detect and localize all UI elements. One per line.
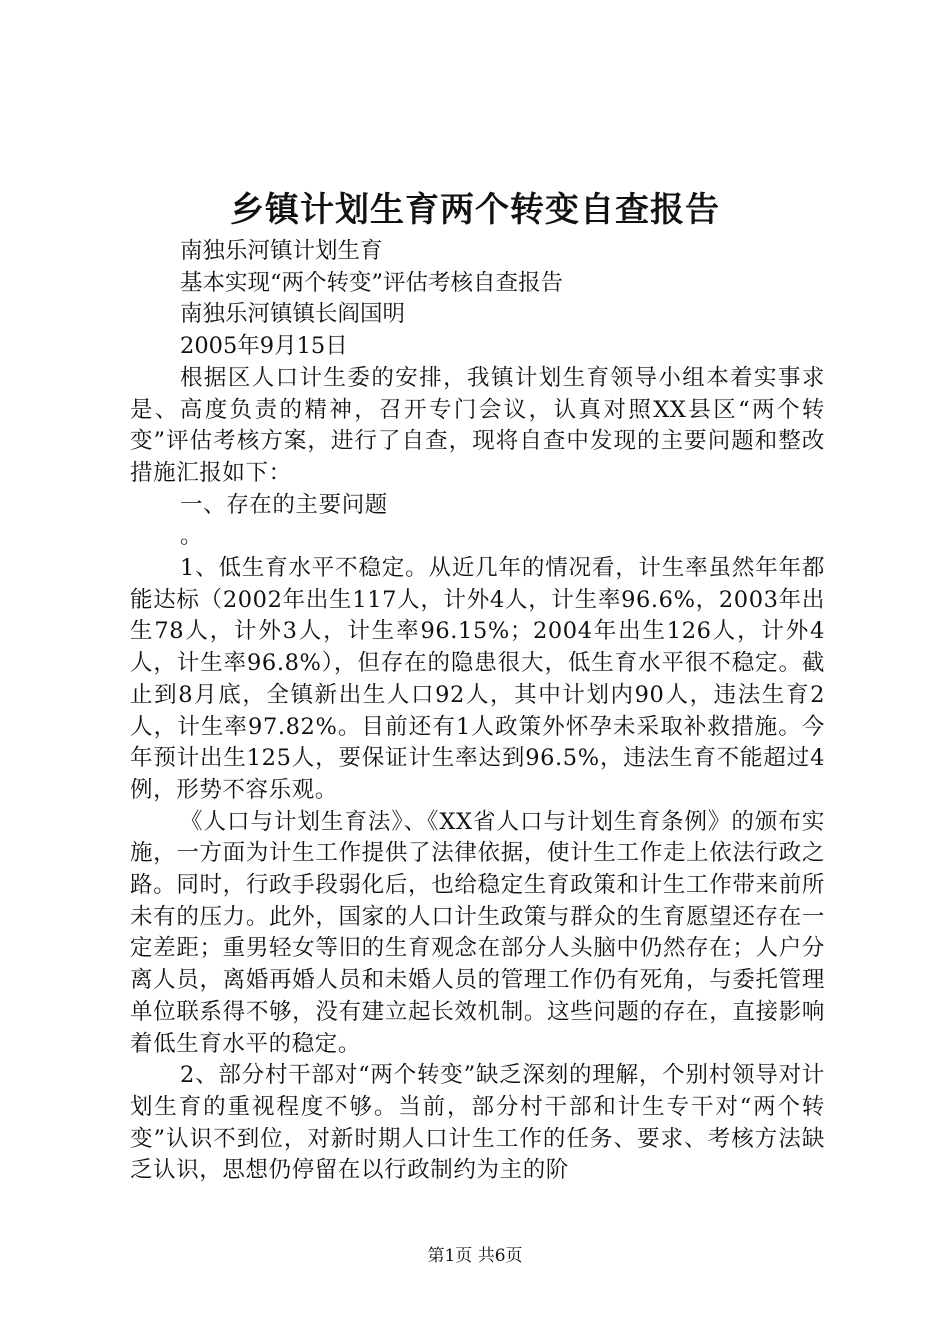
header-line-town: 南独乐河镇计划生育 [180,238,383,264]
document-title: 乡镇计划生育两个转变自查报告 [230,190,720,230]
document-body [130,236,825,1187]
header-line-subject: 基本实现“两个转变”评估考核自查报告 [180,269,564,296]
header-line-author: 南独乐河镇镇长阎国明 [180,301,406,328]
paragraph-laws: 《人口与计划生育法》、《XX省人口与计划生育条例》的颁布实施，一方面为计生工作提供了法律依据，使计生工作走上依法行政之路。同时，行政手段弱化后，也给稳定生育政策和计生工作带来前所未有的压力。此外，国家的人口计生政策与群众的生育愿望还存在一定差距；重男轻女等旧的生育观念在部分人头脑中仍然存在；人户分离人员，离婚再婚人员和未婚人员的管理工作仍有死角，与委托管理单位联系得不够，没有建立起长效机制。这些问题的存在，直接影响着低生育水平的稳定。 [130,808,825,1057]
header-line-date: 2005年9月15日 [180,333,348,360]
paragraph-item-1: 1、低生育水平不稳定。从近几年的情况看，计生率虽然年年都能达标（2002年出生117人，计外4人，计生率96.6%，2003年出生78人，计外3人，计生率96.15%；2004年出生126人，计外4人，计生率96.8%），但存在的隐患很大，低生育水平很不稳定。截止到8月底，全镇新出生人口92人，其中计划内90人，违法生育2人，计生率97.82%。目前还有1人政策外怀孕未采取补救措施。今年预计出生125人，要保证计生率达到96.5%，违法生育不能超过4例，形势不容乐观。 [130,555,825,803]
paragraph-item-2: 2、部分村干部对“两个转变”缺乏深刻的理解，个别村领导对计划生育的重视程度不够。当前，部分村干部和计生专干对“两个转变”认识不到位，对新时期人口计生工作的任务、要求、考核方法缺乏认识，思想仍停留在以行政制约为主的阶 [130,1062,825,1184]
paragraph-period: 。 [180,523,204,550]
section-heading-problems: 一、存在的主要问题 [180,491,388,518]
page-footer: 第1页 共6页 [427,1246,523,1266]
paragraph-intro: 根据区人口计生委的安排，我镇计划生育领导小组本着实事求是、高度负责的精神，召开专门会议，认真对照XX县区“两个转变”评估考核方案，进行了自查，现将自查中发现的主要问题和整改措施汇报如下： [130,364,825,486]
